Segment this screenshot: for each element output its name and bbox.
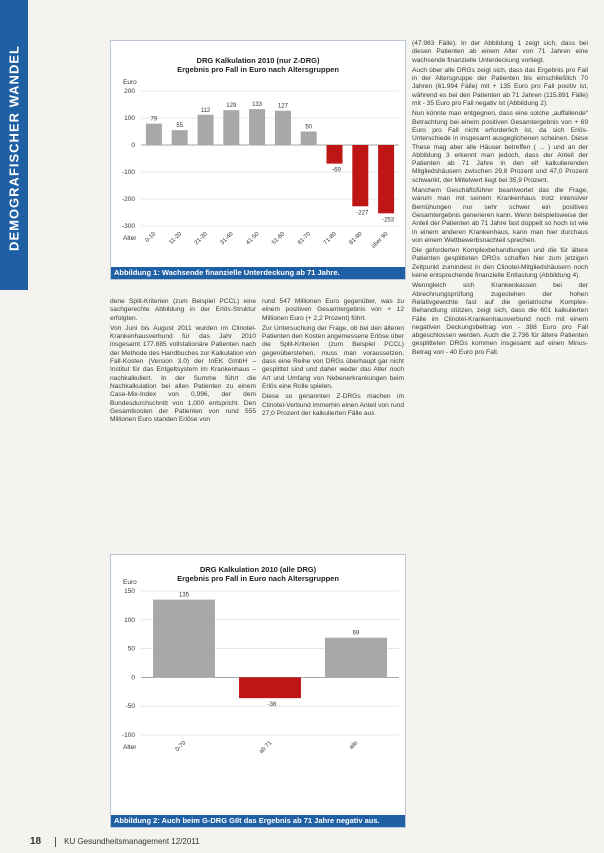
bar (301, 132, 317, 146)
bar (198, 115, 214, 145)
data-label: 135 (178, 592, 190, 599)
data-label: 129 (226, 103, 237, 110)
chart-subtitle: Ergebnis pro Fall in Euro nach Altersgruppen (177, 65, 339, 74)
data-label: 112 (200, 107, 211, 114)
y-tick-label: 100 (124, 616, 135, 624)
y-tick-label: 100 (124, 115, 135, 122)
bar (325, 638, 387, 678)
x-tick-label: 21-30 (193, 231, 209, 247)
page-number: 18 (30, 836, 42, 847)
data-label: -253 (382, 217, 395, 224)
chart-title: DRG Kalkulation 2010 (alle DRG) (199, 565, 317, 574)
paragraph: dene Split-Kriterien (zum Beispiel PCCL) eine sachgerechte Abbildung in der Erlös-Struktur erfolgten. (110, 298, 256, 322)
y-tick-label: 50 (127, 645, 135, 653)
bar (378, 145, 394, 213)
text-column-2 (262, 298, 404, 420)
x-tick-label: 41-50 (245, 231, 261, 247)
figure-1 (110, 40, 406, 280)
y-tick-label: -200 (121, 196, 135, 203)
paragraph: Diese so genannten Z-DRGs machen im Clinotel-Verbund immerhin einen Anteil von rund 27,0 Prozent der kalkulierten Fälle aus (262, 393, 404, 417)
x-tick-label: 81-90 (348, 231, 364, 247)
chart-subtitle: Ergebnis pro Fall in Euro nach Altersgruppen (177, 574, 339, 583)
x-tick-label: 31-40 (219, 231, 235, 247)
y-tick-label: -50 (125, 703, 135, 711)
data-label: -36 (267, 702, 277, 709)
bar (275, 111, 291, 145)
x-tick-label: 0-10 (144, 231, 158, 244)
data-label: 50 (305, 124, 313, 131)
footer-divider (55, 837, 56, 847)
paragraph: Von Juni bis August 2011 wurden im Clinotel-Krankenhausverbund für das Jahr 2010 insgesamt 177.885 vollstationäre Patienten nach der Methode des Handbuches zur Kalkulation von Fall-Kosten (Version 3.0) der InEK GmbH – Institut für das Entgeltsystem im Krankenhaus – nachkalkuliert. In der Summe führt die Nachkalkulation bei allen Patienten zu einem Case-Mix-Index von 0,996, der dem Bundesdurchschnitt von 1,000 entspricht. Den Gesamtkosten der Patienten von rund 555 Millionen Euro standen Erlöse von (110, 324, 256, 424)
section-title: DEMOGRAFISCHER WANDEL (6, 45, 22, 251)
paragraph: Auch über alle DRGs zeigt sich, dass das Ergebnis pro Fall in der Altersgruppe der Patienten bis einschließlich 70 Jahren (61.994 Fälle) mit + 135 Euro pro Fall positiv ist, während es bei den Patienten ab 71 Jahren (115.891 Fälle) mit - 35 Euro pro Fall negativ ist (Abbildung 2). (412, 66, 588, 108)
x-tick-label: 11-20 (168, 231, 184, 246)
bar (327, 145, 343, 164)
figure-caption: Abbildung 1: Wachsende finanzielle Unterdeckung ab 71 Jahre. (111, 267, 405, 279)
data-label: 133 (252, 102, 263, 109)
data-label: 79 (150, 116, 158, 123)
x-axis-label: Alter (123, 235, 137, 242)
y-tick-label: -100 (121, 169, 135, 176)
y-tick-label: 150 (124, 588, 135, 595)
data-label: 55 (176, 123, 184, 130)
x-tick-label: ab 71 (258, 740, 274, 756)
x-axis-label: Alter (123, 744, 137, 751)
text-column-3 (412, 40, 588, 359)
page-footer (30, 836, 200, 847)
y-tick-label: -300 (121, 223, 135, 230)
text-column-1 (110, 298, 256, 426)
data-label: 127 (277, 103, 288, 110)
sidebar-section-banner (0, 0, 28, 290)
bar (153, 600, 215, 678)
y-axis-label: Euro (123, 79, 137, 86)
x-tick-label: über 90 (370, 231, 390, 250)
data-label: 69 (352, 630, 360, 637)
x-tick-label: 61-70 (297, 231, 313, 247)
y-tick-label: 0 (131, 674, 135, 682)
chart-1-svg (111, 41, 405, 267)
bar (223, 110, 239, 145)
paragraph: Wenngleich sich Krankenkassen bei der Abrechnungsprüfung zugestehen der hohen Relativgewichte fast auf die geriatrische Komplex-Behandlung stützen, zeigt sich, dass die 601 kalkulierten Fälle im Clinotel-Krankenhausverbund noch mit einem negativen Deckungsbeitrag von - 388 Euro pro Fall abgeschlossen werden. Auch die 2.736 für ältere Patienten gesplitteten DRGs kommen insgesamt auf einen Minus-Betrag von - 40 Euro pro Fall. (412, 282, 588, 356)
y-tick-label: -100 (121, 732, 135, 739)
x-tick-label: 0-70 (174, 740, 188, 753)
journal-name: KU Gesundheitsmanagement 12/2011 (64, 837, 200, 846)
bar (146, 124, 162, 145)
y-tick-label: 200 (124, 88, 135, 95)
x-tick-label: 51-60 (271, 231, 287, 247)
figure-caption: Abbildung 2: Auch beim G-DRG GIlt das Ergebnis ab 71 Jahre negativ aus. (111, 815, 405, 827)
y-axis-label: Euro (123, 579, 137, 586)
bar (249, 109, 265, 145)
paragraph: (47.983 Fälle). In der Abbildung 1 zeigt sich, dass bei diesen Patienten ab einem Alter von 71 Jahren eine wachsende finanzielle Unterdeckung vorliegt. (412, 40, 588, 64)
bar (352, 145, 368, 206)
paragraph: Manchem Geschäftsführer beantwortet das die Frage, warum man mit seinem Krankenhaus trotz intensiver Bemühungen nur sehr schwer ein positives Gesamtergebnis generieren kann. Wenn beispielsweise der Anteil der Patienten ab 71 Jahre fast doppelt so hoch ist wie in einem anderen Krankenhaus, kann man hier durchaus von einem Wettbewerbsnachteil sprechen. (412, 187, 588, 244)
y-tick-label: 0 (131, 142, 135, 149)
paragraph: rund 547 Millionen Euro gegenüber, was zu einem positiven Gesamtergebnis von + 12 Millionen Euro (+ 2,2 Prozent) führt. (262, 298, 404, 322)
x-tick-label: 71-80 (322, 231, 338, 247)
bar (239, 677, 301, 698)
bar (172, 130, 188, 145)
paragraph: Zur Untersuchung der Frage, ob bei den älteren Patienten den Kosten angemessene Erlöse über die Split-Kriterien (zum Beispiel PCCL) gegenüberstehen, muss man voraussetzen, dass eine Reihe von DRGs überhaupt gar nicht gesplittet sind und daher weder das Alter noch Art und Umfang von Nebenerkrankungen beim Erlös eine Rolle spielen. (262, 324, 404, 390)
x-tick-label: alle (348, 740, 360, 752)
data-label: -227 (356, 210, 369, 217)
data-label: -69 (332, 167, 341, 174)
chart-title: DRG Kalkulation 2010 (nur Z-DRG) (196, 56, 320, 65)
paragraph: Die geforderten Komplexbehandlungen und die für ältere Patienten gesplitteten DRGs schaffen hier zum jetzigen Zeitpunkt zumindest in den Clinotel-Mitgliedshäusern noch keine entsprechende finanzielle Entlastung (Abbildung 4). (412, 247, 588, 280)
chart-2-svg (111, 555, 405, 815)
paragraph: Nun könnte man entgegnen, dass eine solche „auffallende“ Betrachtung bei einem positiven Gesamtergebnis von + 69 Euro pro Fall nicht erforderlich ist, da sich Erlös-Unterschiede in insgesamt ausgeglichenen scheinen. Diese These mag aber alle Häuser betreffen ( ... ) und an der Abbildung 3 erkennt man jedoch, dass der Anteil der Patienten ab 71 Jahre in den elf kalkulierenden Mitgliedshäusern zwischen 29,8 Prozent und 47,0 Prozent schwankt, der Mittelwert liegt bei 35,9 Prozent. (412, 110, 588, 184)
figure-2 (110, 554, 406, 828)
